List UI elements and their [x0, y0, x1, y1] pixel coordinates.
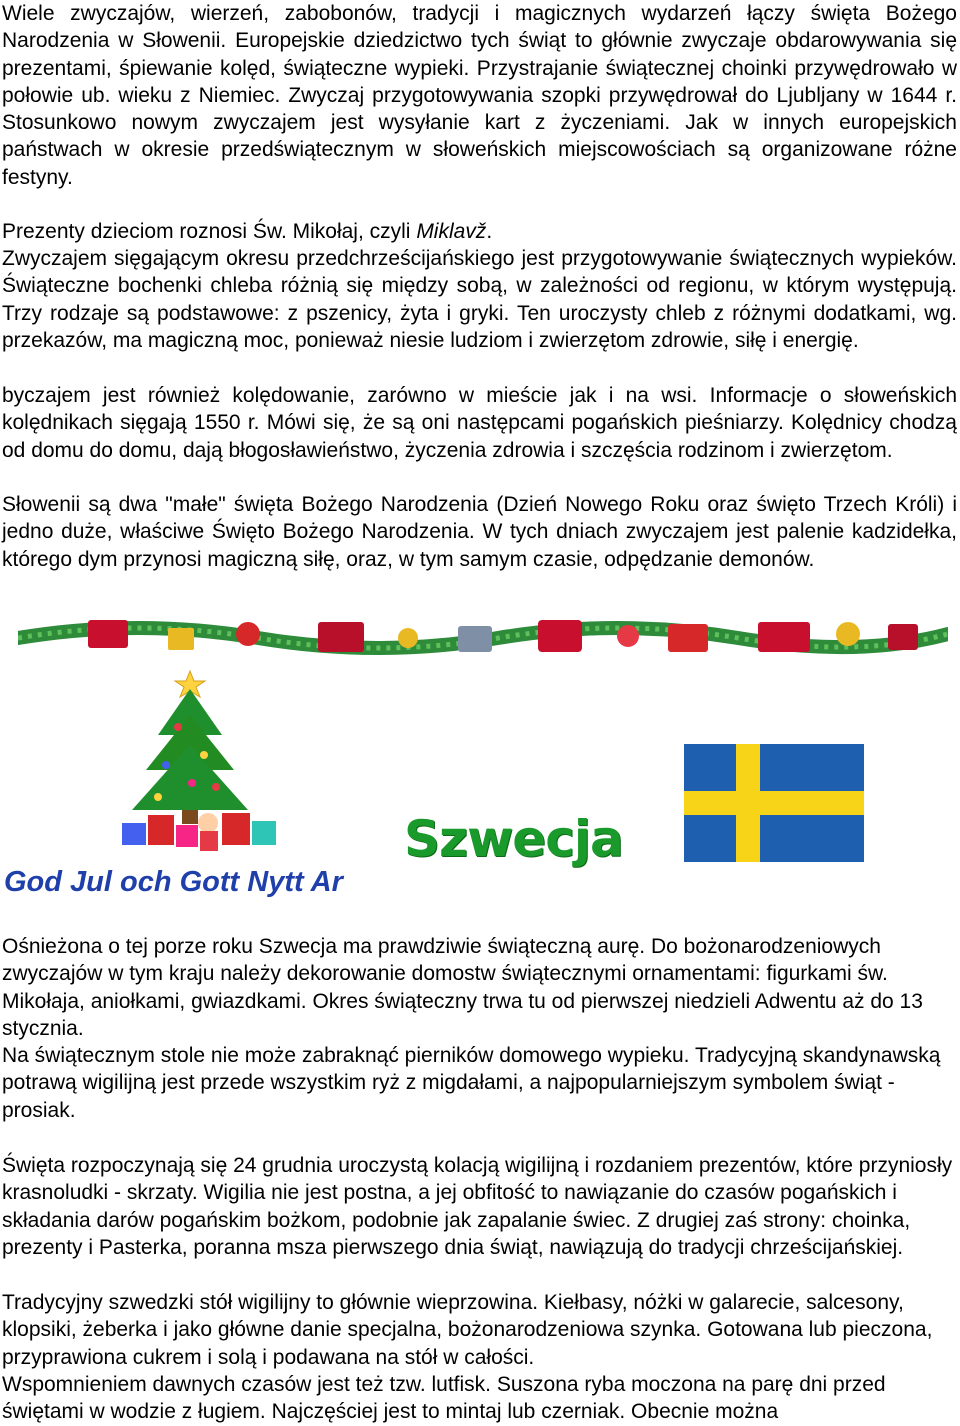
sweden-paragraph-2: Na świątecznym stole nie może zabraknąć pierników domowego wypieku. Tradycyjną skandynawską potrawą wigilijną jest przede wszystkim ryż z migdałami, a najpopularniejszym symbolem świąt - prosiak.: [2, 1044, 941, 1122]
sweden-paragraph-4: Tradycyjny szwedzki stół wigilijny to głównie wieprzowina. Kiełbasy, nóżki w galarecie, salcesony, klopsiki, żeberka i jako główne danie specjalna, bożonarodzeniowa szynka. Gotowana lub pieczona, przyprawiona cukrem i solą i podawana na stół w całości.: [2, 1291, 933, 1369]
slovenia-paragraph-5: Słowenii są dwa "małe" święta Bożego Narodzenia (Dzień Nowego Roku oraz święto Trzech Króli) i jedno duże, właściwe Święto Bożego Narodzenia. W tych dniach zwyczajem jest palenie kadzidełka, którego dym przynosi magiczną siłę, oraz, w tym samym czasie, odpędzanie demonów.: [2, 493, 957, 571]
sweden-flag-icon: [684, 744, 864, 862]
slovenia-paragraph-2: [2, 218, 957, 245]
sweden-paragraph-1: Ośnieżona o tej porze roku Szwecja ma prawdziwie świąteczną aurę. Do bożonarodzeniowych zwyczajów w tym kraju należy dekorowanie domostw świątecznymi ornamentami: figurkami św. Mikołaja, aniołkami, gwiazdkami. Okres świąteczny trwa tu od pierwszej niedzieli Adwentu aż do 13 stycznia.: [2, 935, 923, 1040]
slovenia-paragraph-3: Zwyczajem sięgającym okresu przedchrześcijańskiego jest przygotowywanie świątecznych wypieków. Świąteczne bochenki chleba różnią się między sobą, w zależności od regionu, w którym występują. Trzy rodzaje są podstawowe: z pszenicy, żyta i gryki. Ten uroczysty chleb z różnymi dodatkami, wg. przekazów, ma magiczną moc, ponieważ niesie ludziom i zwierzętom zdrowie, siłę i energię.: [2, 247, 957, 352]
sweden-paragraph-3: Święta rozpoczynają się 24 grudnia uroczystą kolacją wigilijną i rozdaniem prezentów, które przyniosły krasnoludki - skrzaty. Wigilia nie jest postna, a jej obfitość to nawiązanie do czasów pogańskich i składania darów pogańskim bożkom, podobnie jak zapalanie świec. Z drugiej zaś strony: choinka, prezenty i Pasterka, poranna msza pierwszego dnia świąt, nawiązują do tradycji chrześcijańskiej.: [2, 1154, 953, 1259]
christmas-tree-icon: [118, 665, 298, 860]
slovenia-paragraph-2-text: Prezenty dzieciom roznosi Św. Mikołaj, czyli: [2, 220, 417, 243]
sweden-paragraph-5: Wspomnieniem dawnych czasów jest też tzw. lutfisk. Suszona ryba moczona na parę dni przed świętami w wodzie z ługiem. Najczęściej jest to mintaj lub czerniak. Obecnie można: [2, 1373, 886, 1424]
sweden-title: Szwecja: [404, 810, 623, 868]
miklavz-name: Miklavž: [416, 220, 487, 243]
slovenia-paragraph-1: Wiele zwyczajów, wierzeń, zabobonów, tradycji i magicznych wydarzeń łączy święta Bożego Narodzenia w Słowenii. Europejskie dziedzictwo tych świąt to głównie zwyczaje obdarowywania się prezentami, śpiewanie kolęd, świąteczne wypieki. Przystrajanie świątecznej choinki przywędrowało w połowie ub. wieku z Niemiec. Zwyczaj przygotowywania szopki przywędrował do Ljubljany w 1644 r. Stosunkowo nowym zwyczajem jest wysyłanie kart z życzeniami. Jak w innych europejskich państwach w okresie przedświątecznym w słoweńskich miejscowościach są organizowane różne festyny.: [2, 2, 957, 189]
sweden-greeting: God Jul och Gott Nytt Ar: [4, 866, 343, 898]
christmas-garland-icon: [18, 608, 948, 660]
slovenia-paragraph-4: byczajem jest również kolędowanie, zarówno w mieście jak i na wsi. Informacje o słoweńskich kolędnikach sięgają 1550 r. Mówi się, że są oni następcami pogańskich pieśniarzy. Kolędnicy chodzą od domu do domu, dają błogosławieństwo, życzenia zdrowia i szczęścia rodzinom i zwierzętom.: [2, 384, 957, 462]
slovenia-paragraph-2-end: .: [486, 220, 493, 243]
